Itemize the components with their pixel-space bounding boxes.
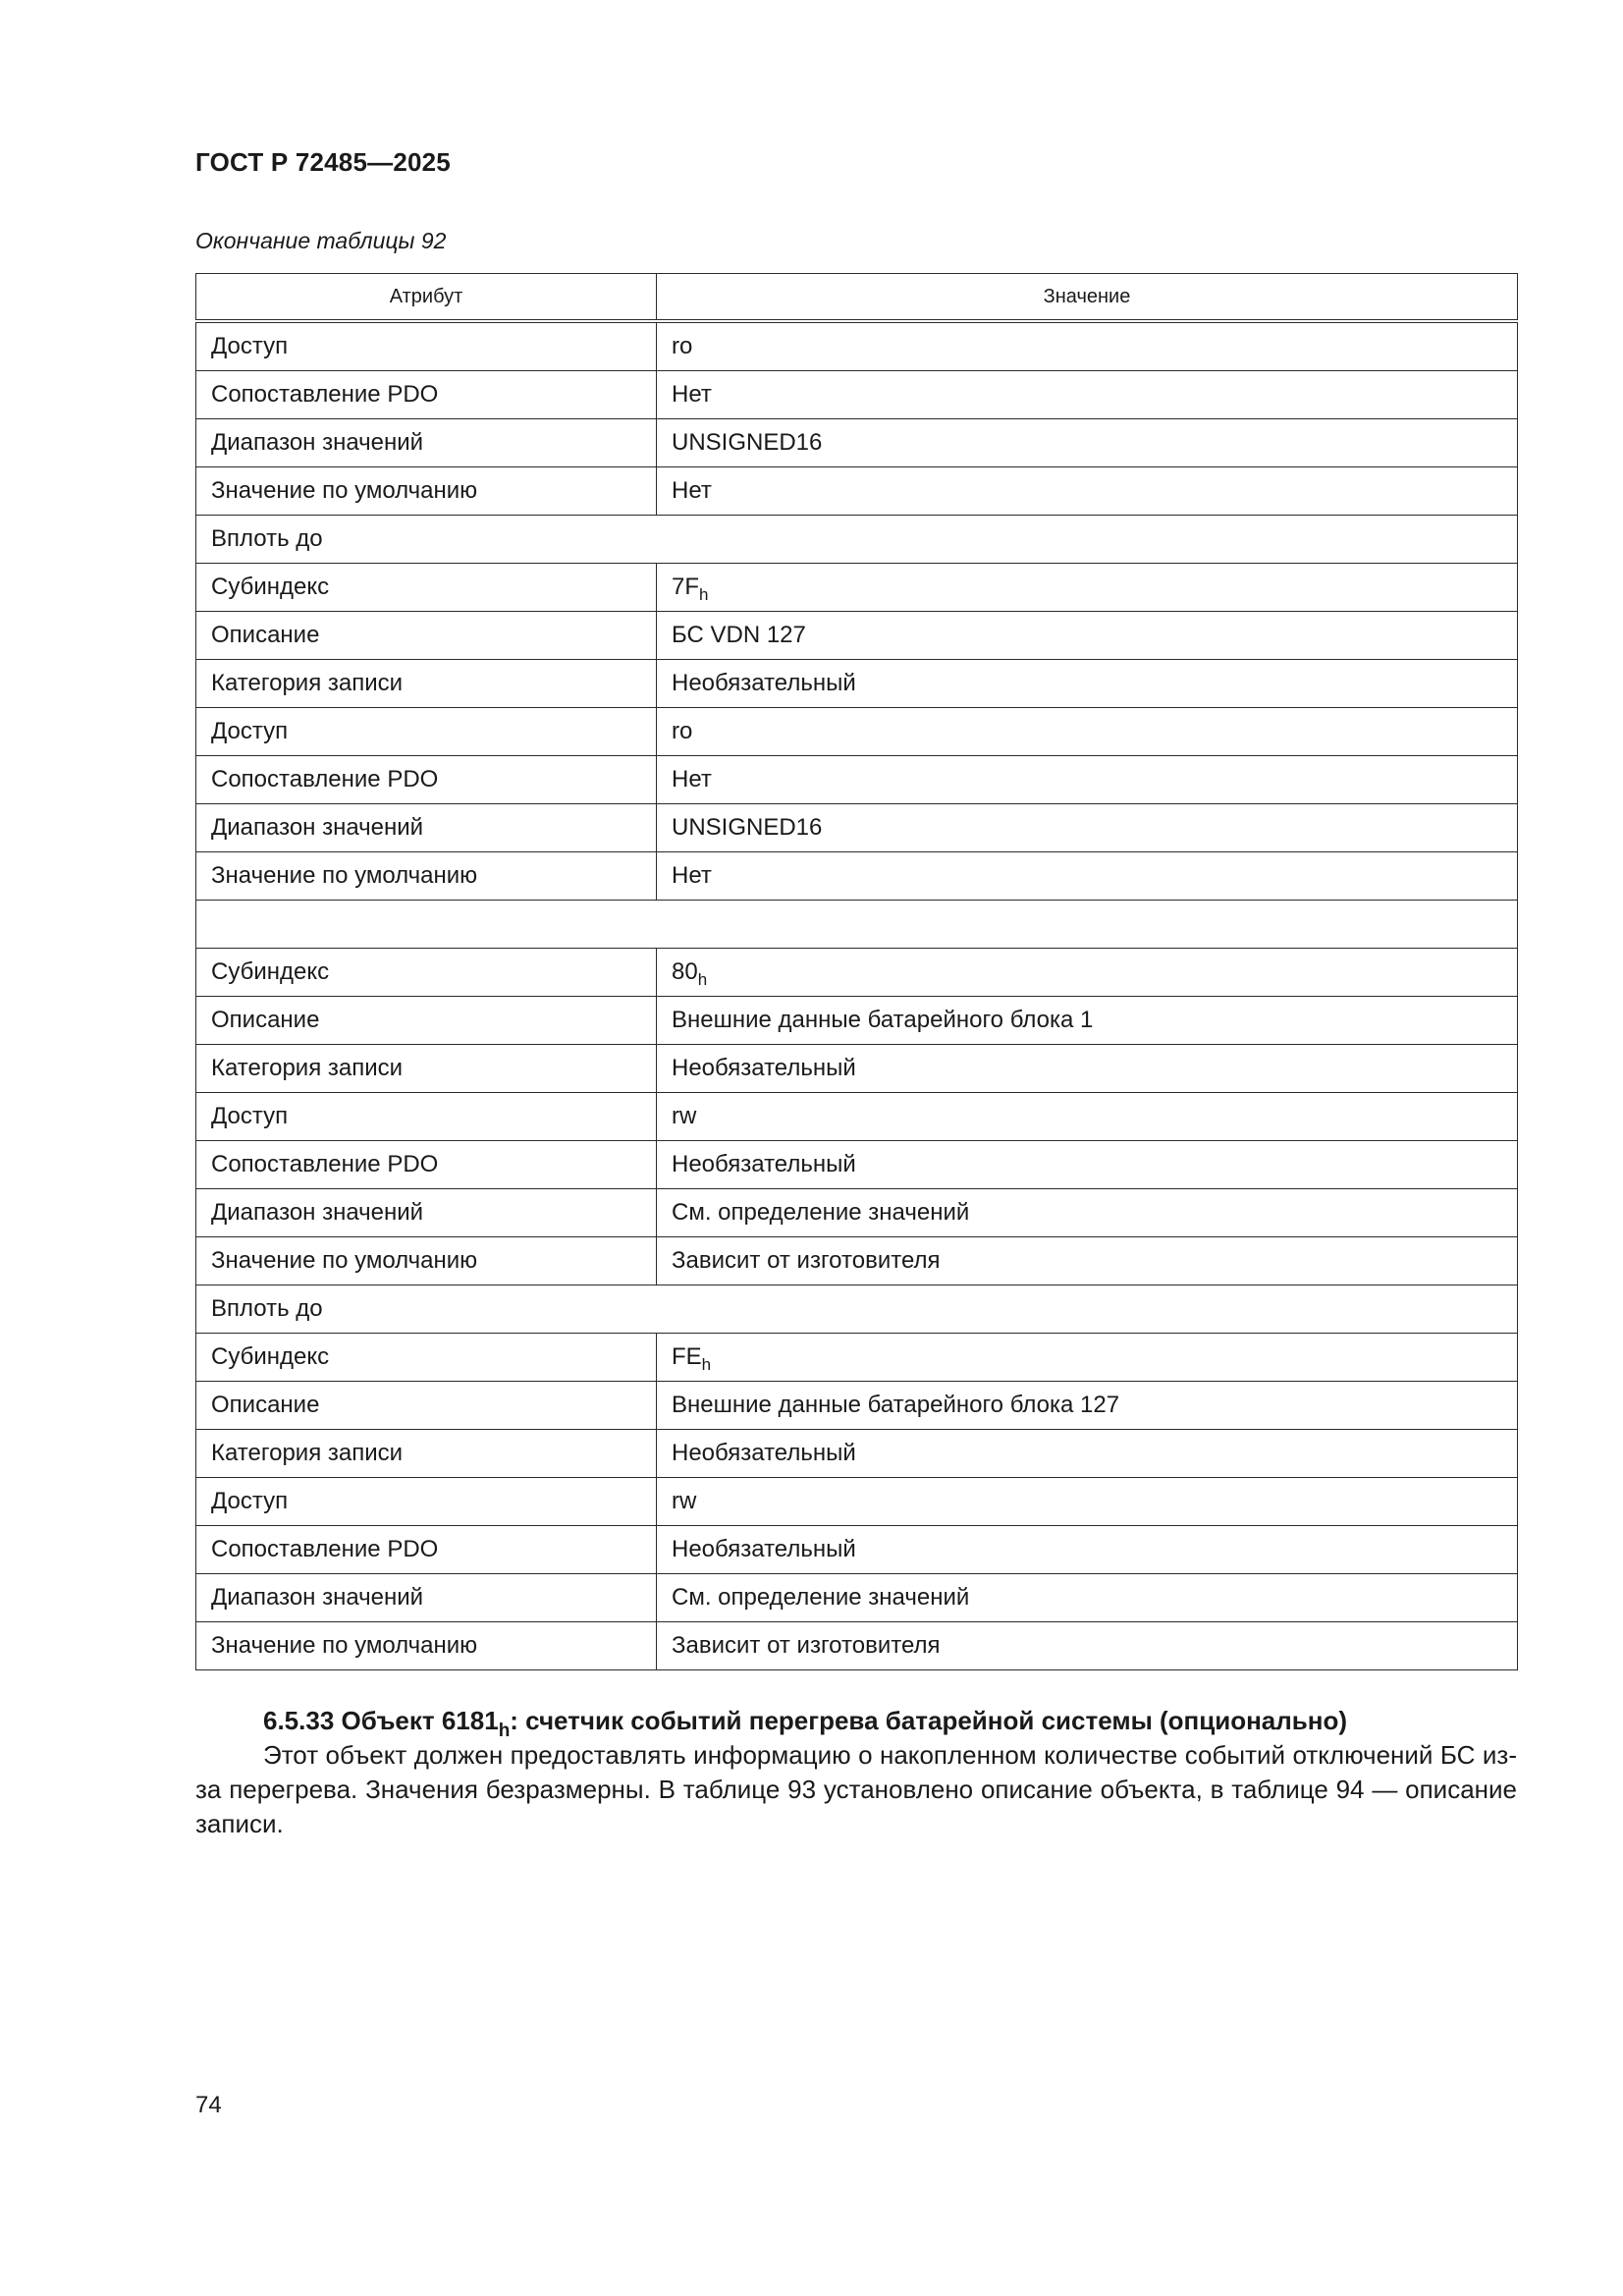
table-cell-attribute: Доступ xyxy=(196,321,657,371)
table-cell-attribute: Значение по умолчанию xyxy=(196,1237,657,1285)
table-cell-attribute: Диапазон значений xyxy=(196,419,657,467)
table-row xyxy=(196,1285,1518,1334)
table-cell-attribute: Значение по умолчанию xyxy=(196,852,657,901)
table-cell-attribute: Категория записи xyxy=(196,1045,657,1093)
table-cell-attribute: Категория записи xyxy=(196,660,657,708)
table-row xyxy=(196,419,1518,467)
table-cell-value xyxy=(657,1141,1518,1189)
table-cell-value xyxy=(657,467,1518,516)
table-cell-value-subscript: h xyxy=(699,585,709,604)
table-cell-attribute: Значение по умолчанию xyxy=(196,1622,657,1670)
table-cell-value-text: Нет xyxy=(672,477,712,504)
table-row xyxy=(196,1189,1518,1237)
table-cell-merged: Вплоть до xyxy=(196,516,1518,564)
table-row xyxy=(196,1141,1518,1189)
table-cell-attribute: Категория записи xyxy=(196,1430,657,1478)
table-cell-attribute: Значение по умолчанию xyxy=(196,467,657,516)
section-heading xyxy=(195,1704,1517,1741)
section-6-5-33 xyxy=(195,1704,1517,1841)
table-row xyxy=(196,660,1518,708)
table-cell-attribute: Доступ xyxy=(196,1478,657,1526)
table-cell-merged xyxy=(196,901,1518,949)
table-row xyxy=(196,1093,1518,1141)
table-cell-value-text: Необязательный xyxy=(672,1151,856,1177)
table-cell-value xyxy=(657,1478,1518,1526)
table-cell-value xyxy=(657,997,1518,1045)
table-cell-attribute: Описание xyxy=(196,997,657,1045)
table-cell-value-text: UNSIGNED16 xyxy=(672,429,823,456)
table-cell-value xyxy=(657,1430,1518,1478)
table-row xyxy=(196,516,1518,564)
table-cell-value-text: Необязательный xyxy=(672,1055,856,1081)
table-row xyxy=(196,1045,1518,1093)
table-cell-attribute: Субиндекс xyxy=(196,949,657,997)
table-cell-value xyxy=(657,756,1518,804)
table-row xyxy=(196,901,1518,949)
table-cell-attribute: Доступ xyxy=(196,1093,657,1141)
table-cell-value xyxy=(657,1093,1518,1141)
table-cell-value-text: Зависит от изготовителя xyxy=(672,1632,941,1659)
table-cell-value xyxy=(657,660,1518,708)
table-row xyxy=(196,997,1518,1045)
table-cell-value xyxy=(657,419,1518,467)
table-caption: Окончание таблицы 92 xyxy=(195,228,447,253)
table-cell-attribute: Доступ xyxy=(196,708,657,756)
table-header-row xyxy=(196,274,1518,322)
table-row xyxy=(196,804,1518,852)
table-cell-value xyxy=(657,321,1518,371)
table-cell-attribute: Сопоставление PDO xyxy=(196,1526,657,1574)
table-row xyxy=(196,1622,1518,1670)
table-row xyxy=(196,708,1518,756)
table-row xyxy=(196,852,1518,901)
table-cell-value-text: rw xyxy=(672,1103,697,1129)
table-cell-attribute: Диапазон значений xyxy=(196,804,657,852)
table-cell-value-text: См. определение значений xyxy=(672,1199,970,1226)
table-cell-value xyxy=(657,564,1518,612)
table-cell-attribute: Сопоставление PDO xyxy=(196,371,657,419)
table-cell-value xyxy=(657,708,1518,756)
table-cell-value-text: FE xyxy=(672,1343,702,1370)
table-cell-value xyxy=(657,804,1518,852)
table-row xyxy=(196,467,1518,516)
table-cell-value-text: Зависит от изготовителя xyxy=(672,1247,941,1274)
table-cell-value-text: Необязательный xyxy=(672,1440,856,1466)
table-row xyxy=(196,756,1518,804)
table-row xyxy=(196,949,1518,997)
table-cell-value-text: Внешние данные батарейного блока 1 xyxy=(672,1007,1094,1033)
table-cell-value-text: Необязательный xyxy=(672,670,856,696)
table-row xyxy=(196,371,1518,419)
table-cell-merged: Вплоть до xyxy=(196,1285,1518,1334)
table-cell-value-text: UNSIGNED16 xyxy=(672,814,823,841)
table-row xyxy=(196,321,1518,371)
section-heading-prefix: 6.5.33 Объект 6181 xyxy=(263,1706,499,1735)
table-cell-value-text: rw xyxy=(672,1488,697,1514)
table-cell-attribute: Сопоставление PDO xyxy=(196,756,657,804)
table-cell-value-subscript: h xyxy=(701,1355,712,1374)
table-cell-attribute: Диапазон значений xyxy=(196,1189,657,1237)
table-cell-value xyxy=(657,371,1518,419)
table-cell-value-subscript: h xyxy=(697,970,708,989)
table-cell-value xyxy=(657,612,1518,660)
table-row xyxy=(196,612,1518,660)
table-cell-value-text: Нет xyxy=(672,766,712,793)
table-body xyxy=(196,321,1518,1670)
table-cell-value-text: 80 xyxy=(672,958,698,985)
column-header-value: Значение xyxy=(657,274,1518,322)
section-paragraph: Этот объект должен предоставлять информацию о накопленном количестве событий отключений БС из-за перегрева. Значения безразмерны. В таблице 93 установлено описание объекта, в таблице 94 — описание записи. xyxy=(195,1740,1517,1838)
table-cell-value xyxy=(657,1574,1518,1622)
table-cell-attribute: Описание xyxy=(196,612,657,660)
section-heading-subscript: h xyxy=(498,1721,511,1741)
table-cell-value xyxy=(657,1334,1518,1382)
table-cell-value-text: Нет xyxy=(672,381,712,408)
table-cell-attribute: Субиндекс xyxy=(196,564,657,612)
table-cell-value-text: ro xyxy=(672,333,693,359)
attributes-table xyxy=(195,273,1518,1670)
table-cell-value-text: 7F xyxy=(672,574,700,600)
page-number: 74 xyxy=(195,2092,222,2118)
table-cell-value xyxy=(657,1189,1518,1237)
table-cell-value xyxy=(657,1622,1518,1670)
table-cell-value xyxy=(657,1237,1518,1285)
table-cell-value-text: Необязательный xyxy=(672,1536,856,1562)
table-cell-attribute: Сопоставление PDO xyxy=(196,1141,657,1189)
table-cell-attribute: Описание xyxy=(196,1382,657,1430)
table-row xyxy=(196,1334,1518,1382)
document-header: ГОСТ Р 72485—2025 xyxy=(195,147,451,177)
table-cell-value xyxy=(657,1382,1518,1430)
section-heading-suffix: : счетчик событий перегрева батарейной системы (опционально) xyxy=(510,1706,1348,1735)
table-cell-value-text: См. определение значений xyxy=(672,1584,970,1611)
table-row xyxy=(196,1526,1518,1574)
table-cell-value xyxy=(657,1045,1518,1093)
table-row xyxy=(196,1430,1518,1478)
table-cell-attribute: Диапазон значений xyxy=(196,1574,657,1622)
table-row xyxy=(196,564,1518,612)
table-cell-value-text: Нет xyxy=(672,862,712,889)
table-cell-value-text: ro xyxy=(672,718,693,744)
table-header xyxy=(196,274,1518,322)
table-row xyxy=(196,1237,1518,1285)
table-cell-value xyxy=(657,949,1518,997)
table-cell-value-text: Внешние данные батарейного блока 127 xyxy=(672,1392,1120,1418)
column-header-attribute: Атрибут xyxy=(196,274,657,322)
table-row xyxy=(196,1574,1518,1622)
table-cell-value xyxy=(657,1526,1518,1574)
table-row xyxy=(196,1382,1518,1430)
table-cell-value-text: БС VDN 127 xyxy=(672,622,806,648)
table-cell-attribute: Субиндекс xyxy=(196,1334,657,1382)
table-row xyxy=(196,1478,1518,1526)
table-cell-value xyxy=(657,852,1518,901)
